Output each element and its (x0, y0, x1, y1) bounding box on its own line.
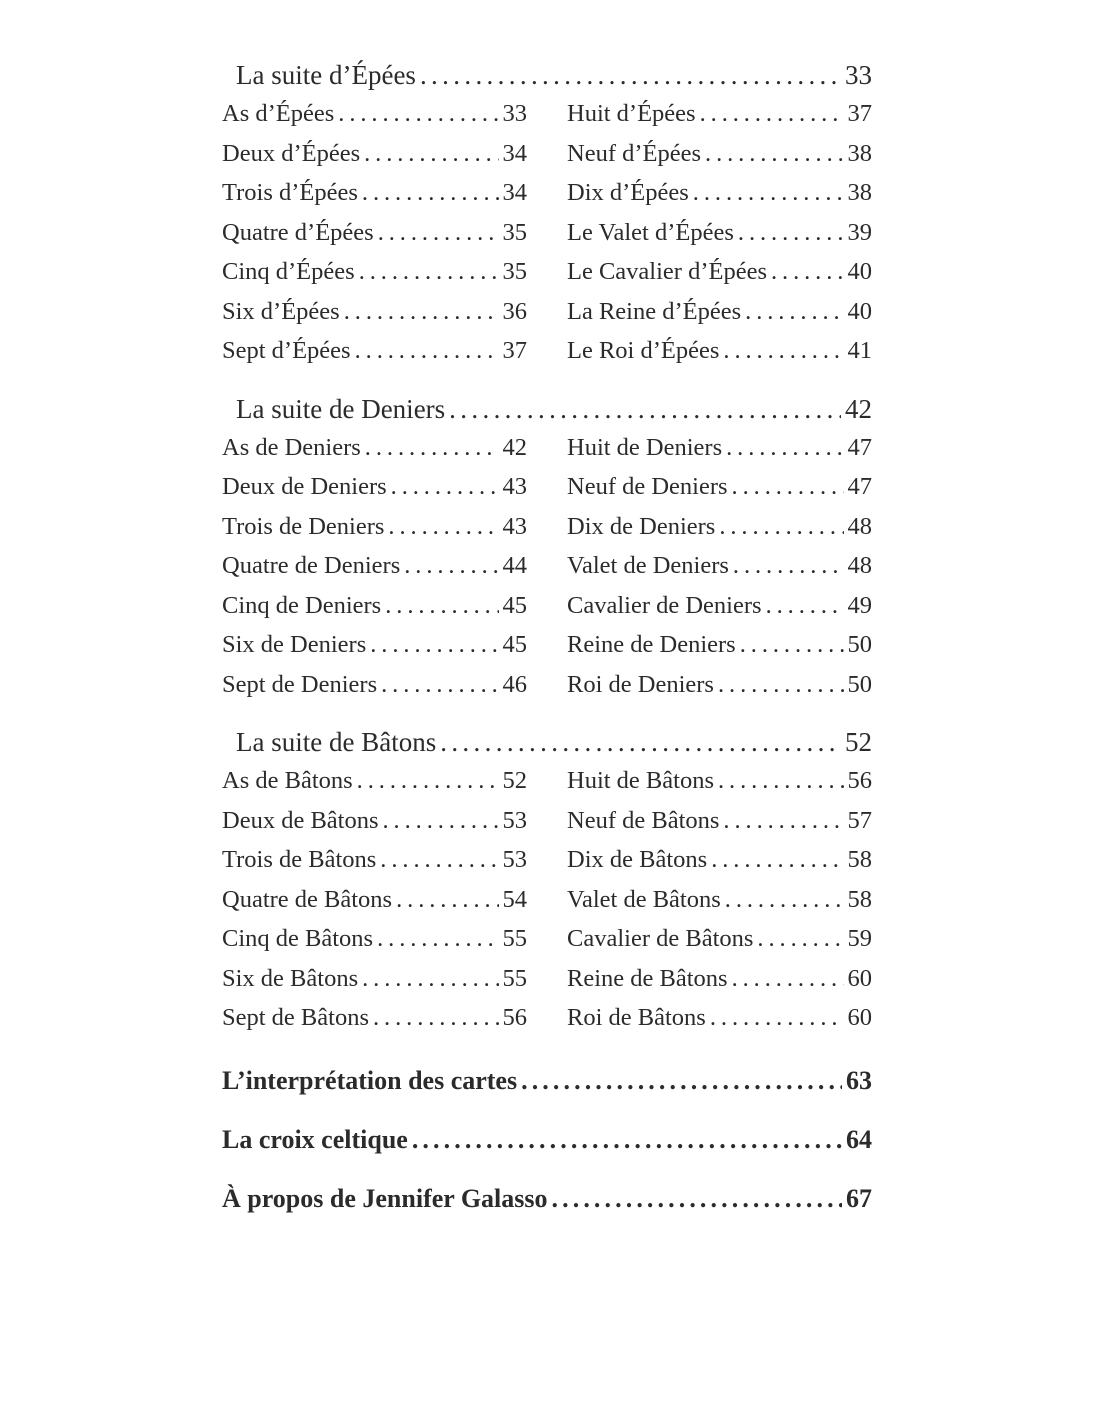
toc-entry (567, 298, 872, 338)
dot-leader (359, 258, 499, 286)
page-number: 41 (847, 337, 872, 364)
entry-label: Valet de Bâtons (567, 885, 721, 913)
dot-leader (718, 767, 844, 795)
toc-entry (567, 513, 872, 553)
dot-leader (449, 394, 841, 425)
page-number: 44 (502, 552, 527, 579)
toc-entry (567, 846, 872, 886)
dot-leader (344, 298, 499, 326)
dot-leader (380, 846, 498, 874)
page-number: 39 (847, 218, 872, 246)
toc-entry (222, 179, 527, 219)
suite-columns (222, 434, 872, 711)
page-number: 48 (847, 552, 872, 579)
entry-label: Valet de Deniers (567, 552, 729, 579)
entry-label: À propos de Jennifer Galasso (222, 1183, 548, 1213)
entry-label: Dix d’Épées (567, 179, 689, 206)
toc-entry (567, 671, 872, 711)
entry-label: Neuf de Bâtons (567, 806, 720, 834)
entry-label: Trois de Deniers (222, 512, 385, 540)
entry-label: Le Cavalier d’Épées (567, 258, 767, 285)
dot-leader (710, 1004, 844, 1032)
toc-entry (567, 219, 872, 259)
entry-label: As de Bâtons (222, 767, 353, 794)
dot-leader (733, 552, 844, 580)
page-number: 55 (502, 964, 527, 992)
dot-leader (362, 965, 498, 993)
toc-entry (567, 473, 872, 513)
page-number: 42 (845, 393, 872, 424)
entry-label: Cavalier de Bâtons (567, 925, 754, 952)
toc-entry (222, 886, 527, 926)
suite-heading (222, 60, 872, 100)
page-number: 52 (502, 767, 527, 794)
dot-leader (725, 886, 844, 914)
entry-label: As de Deniers (222, 433, 361, 461)
suite-section (222, 727, 872, 1044)
toc-entry (567, 258, 872, 298)
entry-label: Sept d’Épées (222, 337, 351, 364)
suite-column-left (222, 100, 527, 377)
dot-leader (412, 1125, 842, 1155)
dot-leader (723, 807, 843, 835)
page-number: 45 (502, 631, 527, 658)
toc-entry (567, 552, 872, 592)
dot-leader (723, 337, 843, 365)
entry-label: Six de Bâtons (222, 964, 359, 992)
dot-leader (552, 1184, 842, 1214)
entry-label: Deux de Bâtons (222, 806, 379, 834)
dot-leader (738, 219, 844, 247)
page-number: 34 (502, 139, 527, 167)
toc-entry (567, 631, 872, 671)
toc-entry (222, 298, 527, 338)
dot-leader (338, 100, 498, 128)
page-number: 64 (846, 1124, 872, 1154)
suite-column-right (567, 767, 872, 1044)
toc-entry (222, 513, 527, 553)
entry-label: Le Valet d’Épées (567, 218, 734, 246)
suite-column-left (222, 434, 527, 711)
suite-section (222, 394, 872, 711)
entry-label: Roi de Deniers (567, 670, 714, 698)
suites-container (222, 60, 872, 1044)
page-number: 38 (847, 179, 872, 206)
page-number: 58 (847, 846, 872, 873)
toc-entry (222, 219, 527, 259)
page-number: 49 (847, 591, 872, 619)
suite-columns (222, 100, 872, 377)
suite-heading (222, 727, 872, 767)
dot-leader (365, 434, 499, 462)
major-entries (222, 1066, 872, 1243)
toc-entry (567, 925, 872, 965)
page-number: 37 (502, 337, 527, 364)
toc-entry (567, 140, 872, 180)
entry-label: Sept de Bâtons (222, 1004, 369, 1031)
page-number: 52 (845, 727, 872, 757)
toc-entry (222, 807, 527, 847)
toc-entry (222, 337, 527, 377)
entry-label: Roi de Bâtons (567, 1004, 706, 1031)
toc-entry (567, 886, 872, 926)
dot-leader (357, 767, 499, 795)
entry-label: Le Roi d’Épées (567, 337, 720, 364)
page-number: 35 (502, 218, 527, 246)
entry-label: La suite de Deniers (236, 393, 446, 424)
entry-label: Cavalier de Deniers (567, 591, 762, 619)
page-number: 50 (847, 631, 872, 658)
entry-label: Quatre de Deniers (222, 552, 401, 579)
suite-heading (222, 394, 872, 434)
page-number: 43 (502, 473, 527, 500)
dot-leader (383, 807, 499, 835)
entry-label: Trois de Bâtons (222, 846, 377, 873)
toc-entry (222, 965, 527, 1005)
page-number: 48 (847, 512, 872, 540)
entry-label: Six de Deniers (222, 631, 367, 658)
page-number: 58 (847, 885, 872, 913)
page-number: 60 (847, 964, 872, 992)
dot-leader (373, 1004, 499, 1032)
toc-entry (222, 552, 527, 592)
page-number: 50 (847, 670, 872, 698)
table-of-contents (222, 60, 872, 1243)
toc-entry (567, 179, 872, 219)
toc-entry (567, 434, 872, 474)
toc-entry (567, 1004, 872, 1044)
page-number: 33 (845, 60, 872, 90)
page-number: 42 (502, 433, 527, 461)
page-number: 47 (847, 433, 872, 461)
toc-entry (222, 925, 527, 965)
dot-leader (370, 631, 498, 659)
dot-leader (711, 846, 843, 874)
toc-entry (567, 100, 872, 140)
dot-leader (705, 140, 843, 168)
entry-label: Neuf d’Épées (567, 139, 702, 167)
dot-leader (700, 100, 844, 128)
entry-label: La suite d’Épées (236, 60, 416, 90)
major-entry (222, 1184, 872, 1243)
toc-entry (222, 140, 527, 180)
dot-leader (726, 434, 843, 462)
page-number: 37 (847, 100, 872, 127)
toc-entry (222, 846, 527, 886)
page-number: 40 (847, 297, 872, 325)
page-number: 35 (502, 258, 527, 285)
entry-label: As d’Épées (222, 100, 335, 127)
entry-label: L’interprétation des cartes (222, 1065, 518, 1095)
suite-column-right (567, 100, 872, 377)
suite-column-left (222, 767, 527, 1044)
page-number: 53 (502, 846, 527, 873)
entry-label: Reine de Deniers (567, 631, 736, 658)
entry-label: Deux d’Épées (222, 139, 361, 167)
page-number: 47 (847, 473, 872, 500)
dot-leader (420, 60, 841, 91)
toc-entry (222, 631, 527, 671)
major-entry (222, 1066, 872, 1125)
entry-label: Reine de Bâtons (567, 964, 728, 992)
page-number: 33 (502, 100, 527, 127)
page-number: 36 (502, 297, 527, 325)
toc-entry (222, 671, 527, 711)
suite-column-right (567, 434, 872, 711)
toc-entry (567, 807, 872, 847)
page-number: 67 (846, 1183, 872, 1213)
dot-leader (740, 631, 844, 659)
entry-label: La suite de Bâtons (236, 727, 437, 757)
entry-label: Huit de Bâtons (567, 767, 714, 794)
dot-leader (745, 298, 843, 326)
entry-label: Six d’Épées (222, 297, 340, 325)
entry-label: La Reine d’Épées (567, 297, 742, 325)
entry-label: Quatre d’Épées (222, 218, 374, 246)
entry-label: Quatre de Bâtons (222, 885, 393, 913)
dot-leader (355, 337, 499, 365)
page-number: 40 (847, 258, 872, 285)
dot-leader (732, 965, 844, 993)
page-number: 56 (502, 1004, 527, 1031)
dot-leader (378, 219, 499, 247)
entry-label: Neuf de Deniers (567, 473, 728, 500)
page-number: 43 (502, 512, 527, 540)
entry-label: La croix celtique (222, 1124, 408, 1154)
page-number: 46 (502, 670, 527, 698)
toc-entry (222, 258, 527, 298)
entry-label: Dix de Bâtons (567, 846, 708, 873)
entry-label: Sept de Deniers (222, 670, 378, 698)
toc-entry (222, 473, 527, 513)
entry-label: Huit de Deniers (567, 433, 723, 461)
dot-leader (757, 925, 843, 953)
toc-entry (567, 592, 872, 632)
page-number: 45 (502, 591, 527, 619)
dot-leader (362, 179, 499, 207)
dot-leader (440, 727, 841, 758)
toc-entry (222, 1004, 527, 1044)
page-number: 59 (847, 925, 872, 952)
toc-entry (222, 592, 527, 632)
toc-entry (222, 434, 527, 474)
entry-label: Trois d’Épées (222, 179, 358, 206)
page-number: 38 (847, 139, 872, 167)
page-number: 34 (502, 179, 527, 206)
entry-label: Cinq de Deniers (222, 591, 382, 619)
dot-leader (693, 179, 844, 207)
dot-leader (396, 886, 498, 914)
dot-leader (771, 258, 844, 286)
toc-entry (567, 965, 872, 1005)
major-entry (222, 1125, 872, 1184)
entry-label: Cinq de Bâtons (222, 925, 374, 952)
toc-entry (567, 767, 872, 807)
page-number: 57 (847, 806, 872, 834)
page-number: 55 (502, 925, 527, 952)
page-number: 54 (502, 885, 527, 913)
dot-leader (732, 473, 844, 501)
page-number: 63 (846, 1065, 872, 1095)
entry-label: Cinq d’Épées (222, 258, 355, 285)
dot-leader (766, 592, 844, 620)
dot-leader (391, 473, 499, 501)
entry-label: Huit d’Épées (567, 100, 696, 127)
toc-entry (567, 337, 872, 377)
dot-leader (718, 671, 844, 699)
dot-leader (719, 513, 843, 541)
page-number: 60 (847, 1004, 872, 1031)
dot-leader (377, 925, 498, 953)
dot-leader (521, 1066, 842, 1096)
page-number: 53 (502, 806, 527, 834)
dot-leader (388, 513, 498, 541)
dot-leader (381, 671, 498, 699)
entry-label: Deux de Deniers (222, 473, 387, 500)
entry-label: Dix de Deniers (567, 512, 716, 540)
suite-section (222, 60, 872, 377)
dot-leader (404, 552, 498, 580)
toc-entry (222, 767, 527, 807)
dot-leader (364, 140, 498, 168)
suite-columns (222, 767, 872, 1044)
page-number: 56 (847, 767, 872, 794)
toc-entry (222, 100, 527, 140)
dot-leader (385, 592, 498, 620)
